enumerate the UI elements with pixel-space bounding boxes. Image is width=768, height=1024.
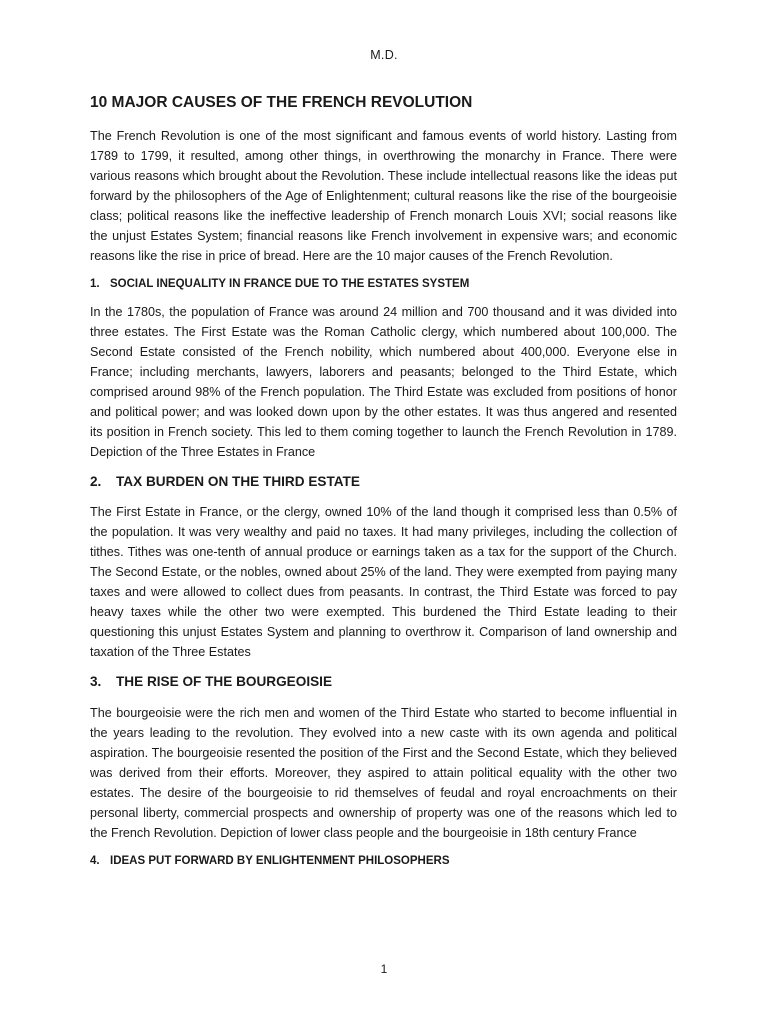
page-number: 1: [380, 962, 388, 976]
section-title: SOCIAL INEQUALITY IN FRANCE DUE TO THE ESTATES SYSTEM: [110, 277, 470, 290]
intro-paragraph: The French Revolution is one of the most significant and famous events of world history. Lasting from 1789 to 1799, it resulted, among other things, in overthrowing the monarchy in France. There were various reasons which brought about the Revolution. These include intellectual reasons like the ideas put forward by the philosophers of the Age of Enlightenment; cultural reasons like the rise of the bourgeoisie class; political reasons like the ineffective leadership of French monarch Louis XVI; social reasons like the unjust Estates System; financial reasons like French involvement in expensive wars; and economic reasons like the rise in price of bread. Here are the 10 major causes of the French Revolution.: [90, 128, 677, 263]
document-title: 10 MAJOR CAUSES OF THE FRENCH REVOLUTION: [90, 94, 473, 111]
document-body: [90, 92, 677, 879]
section-heading-3: [90, 672, 677, 692]
section-number: 4.: [90, 854, 100, 867]
section-body-2: The First Estate in France, or the clergy, owned 10% of the land though it comprised less than 0.5% of the population. It was very wealthy and paid no taxes. It had many privileges, including the collection of tithes. Tithes was one-tenth of annual produce or earnings taken as a tax for the support of the Church. The Second Estate, or the nobles, owned about 25% of the land. They were exempted from paying many taxes and were allowed to collect dues from peasants. In contrast, the Third Estate was forced to pay heavy taxes while the other two were exempted. This burdened the Third Estate leading to their questioning this unjust Estates System and planning to overthrow it. Comparison of land ownership and taxation of the Three Estates: [90, 505, 677, 660]
section-heading-2: [90, 472, 677, 492]
section-heading-1: [90, 276, 677, 293]
section-body-1: In the 1780s, the population of France was around 24 million and 700 thousand and it was divided into three estates. The First Estate was the Roman Catholic clergy, which numbered about 100,000. The Second Estate consisted of the French nobility, which numbered about 400,000. Everyone else in France; including merchants, lawyers, laborers and peasants; belonged to the Third Estate, which comprised around 98% of the French population. The Third Estate was excluded from positions of honor and political power; and was looked down upon by the other estates. It was thus angered and resented its position in French society. This led to them coming together to launch the French Revolution in 1789. Depiction of the Three Estates in France: [90, 304, 677, 459]
page-header: M.D.: [370, 48, 398, 62]
section-title: THE RISE OF THE BOURGEOISIE: [116, 674, 333, 690]
section-title: TAX BURDEN ON THE THIRD ESTATE: [116, 473, 360, 489]
section-number: 3.: [90, 674, 102, 690]
section-number: 1.: [90, 277, 100, 290]
section-heading-4: [90, 853, 677, 870]
section-number: 2.: [90, 473, 102, 489]
section-body-3: The bourgeoisie were the rich men and women of the Third Estate who started to become influential in the years leading to the revolution. They evolved into a new caste with its own agenda and political aspiration. The bourgeoisie resented the position of the First and the Second Estate, which they believed was derived from their efforts. Moreover, they aspired to attain political equality with the other two estates. The desire of the bourgeoisie to rid themselves of feudal and royal encroachments on their personal liberty, commercial prospects and ownership of property was one of the reasons which led to the French Revolution. Depiction of lower class people and the bourgeoisie in 18th century France: [90, 705, 677, 840]
section-title: IDEAS PUT FORWARD BY ENLIGHTENMENT PHILOSOPHERS: [110, 854, 450, 867]
